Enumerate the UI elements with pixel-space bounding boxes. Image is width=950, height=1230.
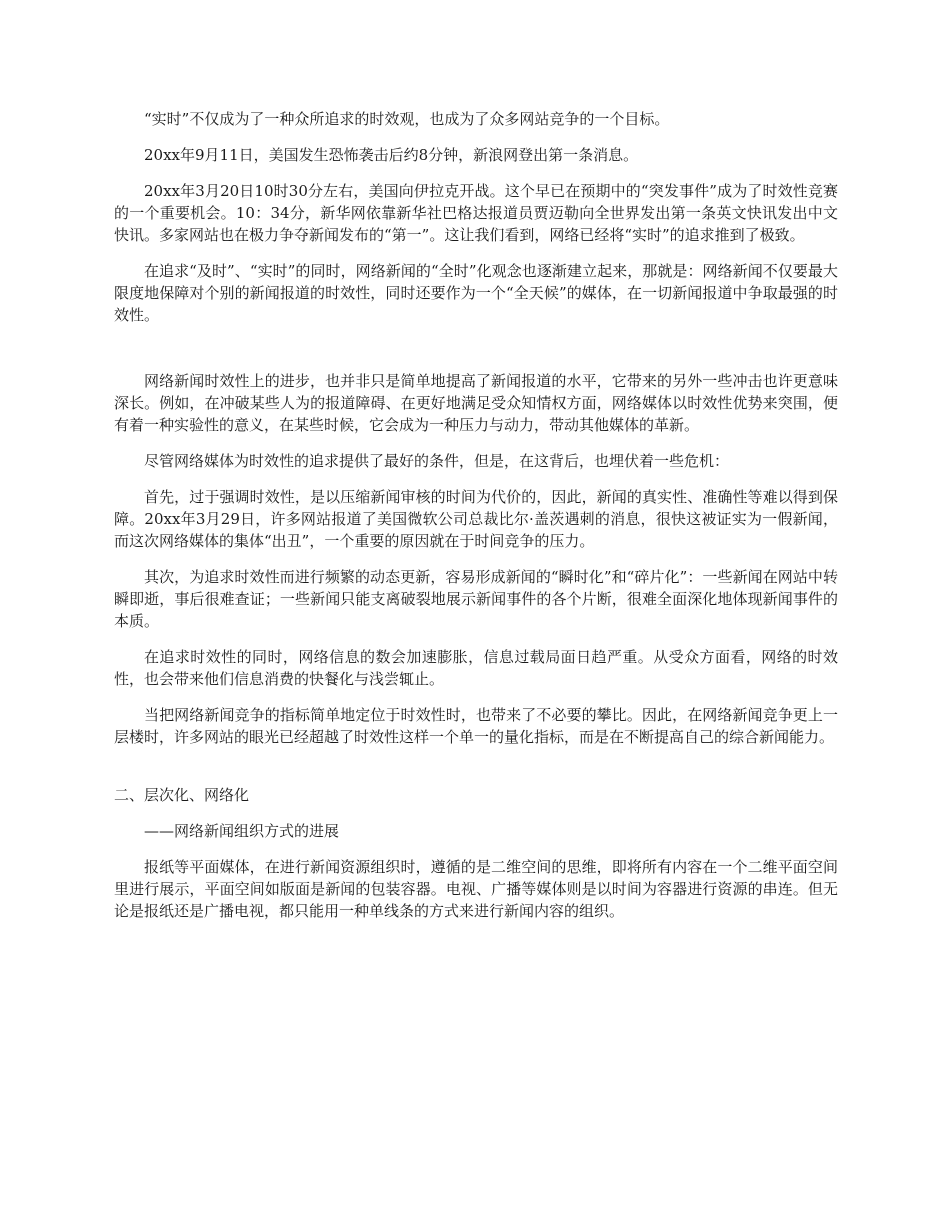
- paragraph-iraq-war: 20xx年3月20日10时30分左右，美国向伊拉克开战。这个早已在预期中的“突发事件”成为了时效性竞赛的一个重要机会。10：34分，新华网依靠新华社巴格达报道员贾迈勒向全世界发出第一条英文快讯发出中文快讯。多家网站也在极力争夺新闻发布的“第一”。这让我们看到，网络已经将“实时”的追求推到了极致。: [114, 182, 838, 244]
- paragraph-overload: 在追求时效性的同时，网络信息的数会加速膨胀，信息过载局面日趋严重。从受众方面看，网络的时效性，也会带来他们信息消费的快餐化与浅尝辄止。: [114, 648, 838, 688]
- paragraph-progress: 网络新闻时效性上的进步，也并非只是简单地提高了新闻报道的水平，它带来的另外一些冲击也许更意味深长。例如，在冲破某些人为的报道障碍、在更好地满足受众知情权方面，网络媒体以时效性优势来突围，便有着一种实验性的意义，在某些时候，它会成为一种压力与动力，带动其他媒体的革新。: [114, 372, 838, 434]
- paragraph-crisis: 尽管网络媒体为时效性的追求提供了最好的条件，但是，在这背后，也埋伏着一些危机：: [144, 452, 730, 470]
- document-page: [114, 108, 838, 936]
- paragraph-second: 其次，为追求时效性而进行频繁的动态更新，容易形成新闻的“瞬时化”和“碎片化”：一些新闻在网站中转瞬即逝，事后很难查证；一些新闻只能支离破裂地展示新闻事件的各个片断，很难全面深化地体现新闻事件的本质。: [114, 568, 838, 630]
- section-gap: [114, 762, 838, 784]
- section-heading: 二、层次化、网络化: [114, 786, 250, 804]
- paragraph-full-time: 在追求“及时”、“实时”的同时，网络新闻的“全时”化观念也逐渐建立起来，那就是：网络新闻不仅要最大限度地保障对个别的新闻报道的时效性，同时还要作为一个“全天候”的媒体，在一切新闻报道中争取最强的时效性。: [114, 262, 838, 324]
- paragraph-comparison: 当把网络新闻竞争的指标简单地定位于时效性时，也带来了不必要的攀比。因此，在网络新闻竞争更上一层楼时，许多网站的眼光已经超越了时效性这样一个单一的量化指标，而是在不断提高自己的综合新闻能力。: [114, 706, 838, 746]
- section-subheading: ——网络新闻组织方式的进展: [144, 822, 340, 840]
- paragraph-911: 20xx年9月11日，美国发生恐怖袭击后约8分钟，新浪网登出第一条消息。: [144, 146, 639, 164]
- section-gap: [114, 340, 838, 370]
- paragraph-organization: 报纸等平面媒体，在进行新闻资源组织时，遵循的是二维空间的思维，即将所有内容在一个二维平面空间里进行展示，平面空间如版面是新闻的包装容器。电视、广播等媒体则是以时间为容器进行资源的串连。但无论是报纸还是广播电视，都只能用一种单线条的方式来进行新闻内容的组织。: [114, 858, 838, 920]
- paragraph-realtime-goal: “实时”不仅成为了一种众所追求的时效观，也成为了众多网站竞争的一个目标。: [144, 110, 670, 128]
- paragraph-first: 首先，过于强调时效性，是以压缩新闻审核的时间为代价的，因此，新闻的真实性、准确性等难以得到保障。20xx年3月29日，许多网站报道了美国微软公司总裁比尔·盖茨遇刺的消息，很快这被证实为一假新闻，而这次网络媒体的集体“出丑”，一个重要的原因就在于时间竞争的压力。: [114, 488, 838, 550]
